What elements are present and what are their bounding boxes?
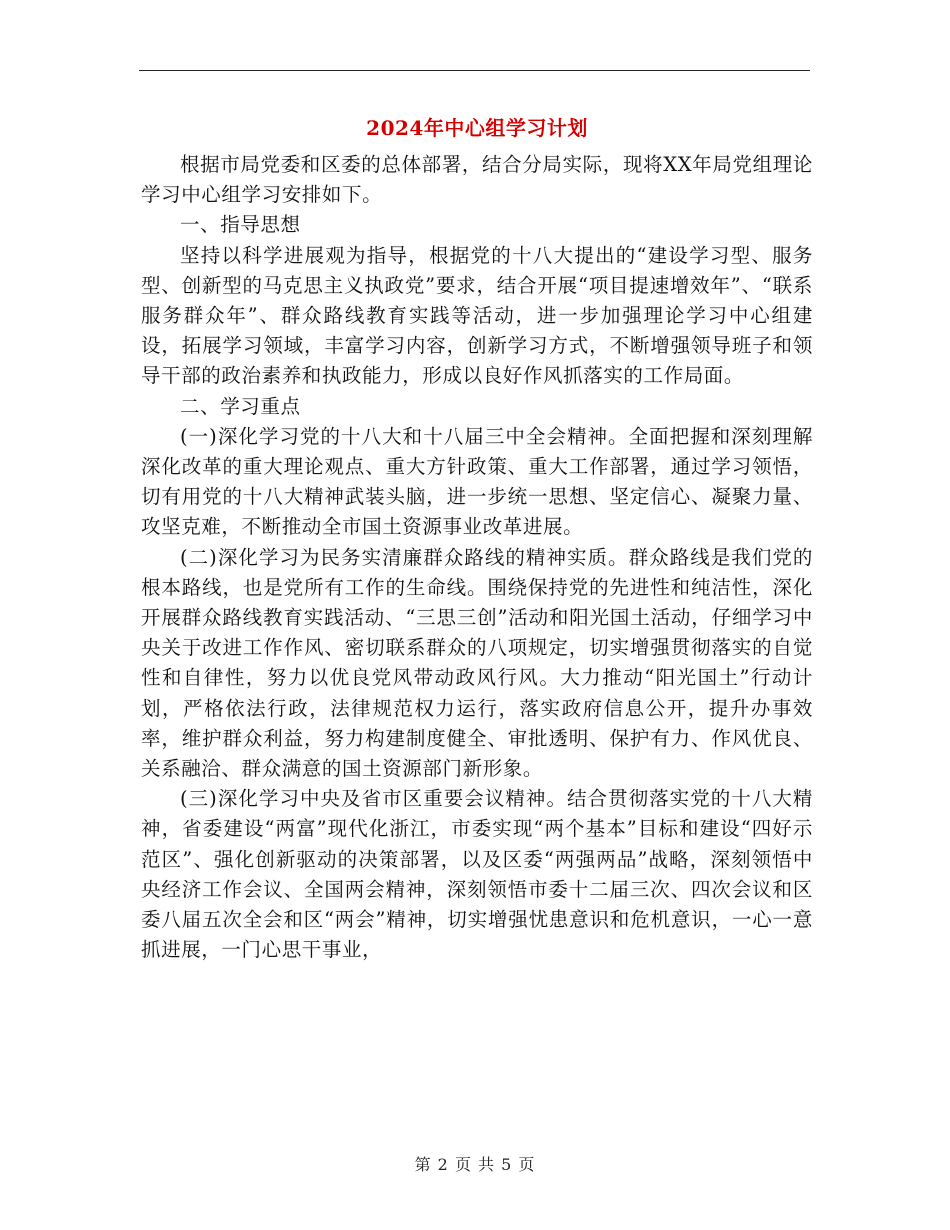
paragraph-focus-2: (二)深化学习为民务实清廉群众路线的精神实质。群众路线是我们党的根本路线，也是党所有工作的生命线。围绕保持党的先进性和纯洁性，深化开展群众路线教育实践活动、“三思三创”活动和阳光国土活动，仔细学习中央关于改进工作作风、密切联系群众的八项规定，切实增强贯彻落实的自觉性和自律性，努力以优良党风带动政风行风。大力推动“阳光国土”行动计划，严格依法行政，法律规范权力运行，落实政府信息公开，提升办事效率，维护群众利益，努力构建制度健全、审批透明、保护有力、作风优良、关系融洽、群众满意的国土资源部门新形象。	[141, 545, 813, 781]
header-rule	[139, 70, 810, 71]
document-body	[141, 108, 813, 965]
section-heading-guiding-ideology: 一、指导思想	[180, 213, 301, 237]
page-number: 第 2 页 共 5 页	[414, 1155, 536, 1174]
paragraph-guiding-ideology: 坚持以科学进展观为指导，根据党的十八大提出的“建设学习型、服务型、创新型的马克思主义执政党”要求，结合开展“项目提速增效年”、“联系服务群众年”、群众路线教育实践等活动，进一步加强理论学习中心组建设，拓展学习领域，丰富学习内容，创新学习方式，不断增强领导班子和领导干部的政治素养和执政能力，形成以良好作风抓落实的工作局面。	[141, 243, 813, 388]
paragraph-focus-1: (一)深化学习党的十八大和十八届三中全会精神。全面把握和深刻理解深化改革的重大理论观点、重大方针政策、重大工作部署，通过学习领悟，切有用党的十八大精神武装头脑，进一步统一思想、坚定信心、凝聚力量、攻坚克难，不断推动全市国土资源事业改革进展。	[141, 424, 813, 539]
paragraph-intro: 根据市局党委和区委的总体部署，结合分局实际，现将XX年局党组理论学习中心组学习安排如下。	[141, 153, 813, 207]
section-heading-study-focus: 二、学习重点	[180, 394, 301, 418]
paragraph-focus-3: (三)深化学习中央及省市区重要会议精神。结合贯彻落实党的十八大精神，省委建设“两富”现代化浙江，市委实现“两个基本”目标和建设“四好示范区”、强化创新驱动的决策部署，以及区委“两强两品”战略，深刻领悟中央经济工作会议、全国两会精神，深刻领悟市委十二届三次、四次会议和区委八届五次全会和区“两会”精神，切实增强忧患意识和危机意识，一心一意抓进展，一门心思干事业，	[141, 787, 813, 962]
document-title: 2024年中心组学习计划	[366, 116, 588, 140]
